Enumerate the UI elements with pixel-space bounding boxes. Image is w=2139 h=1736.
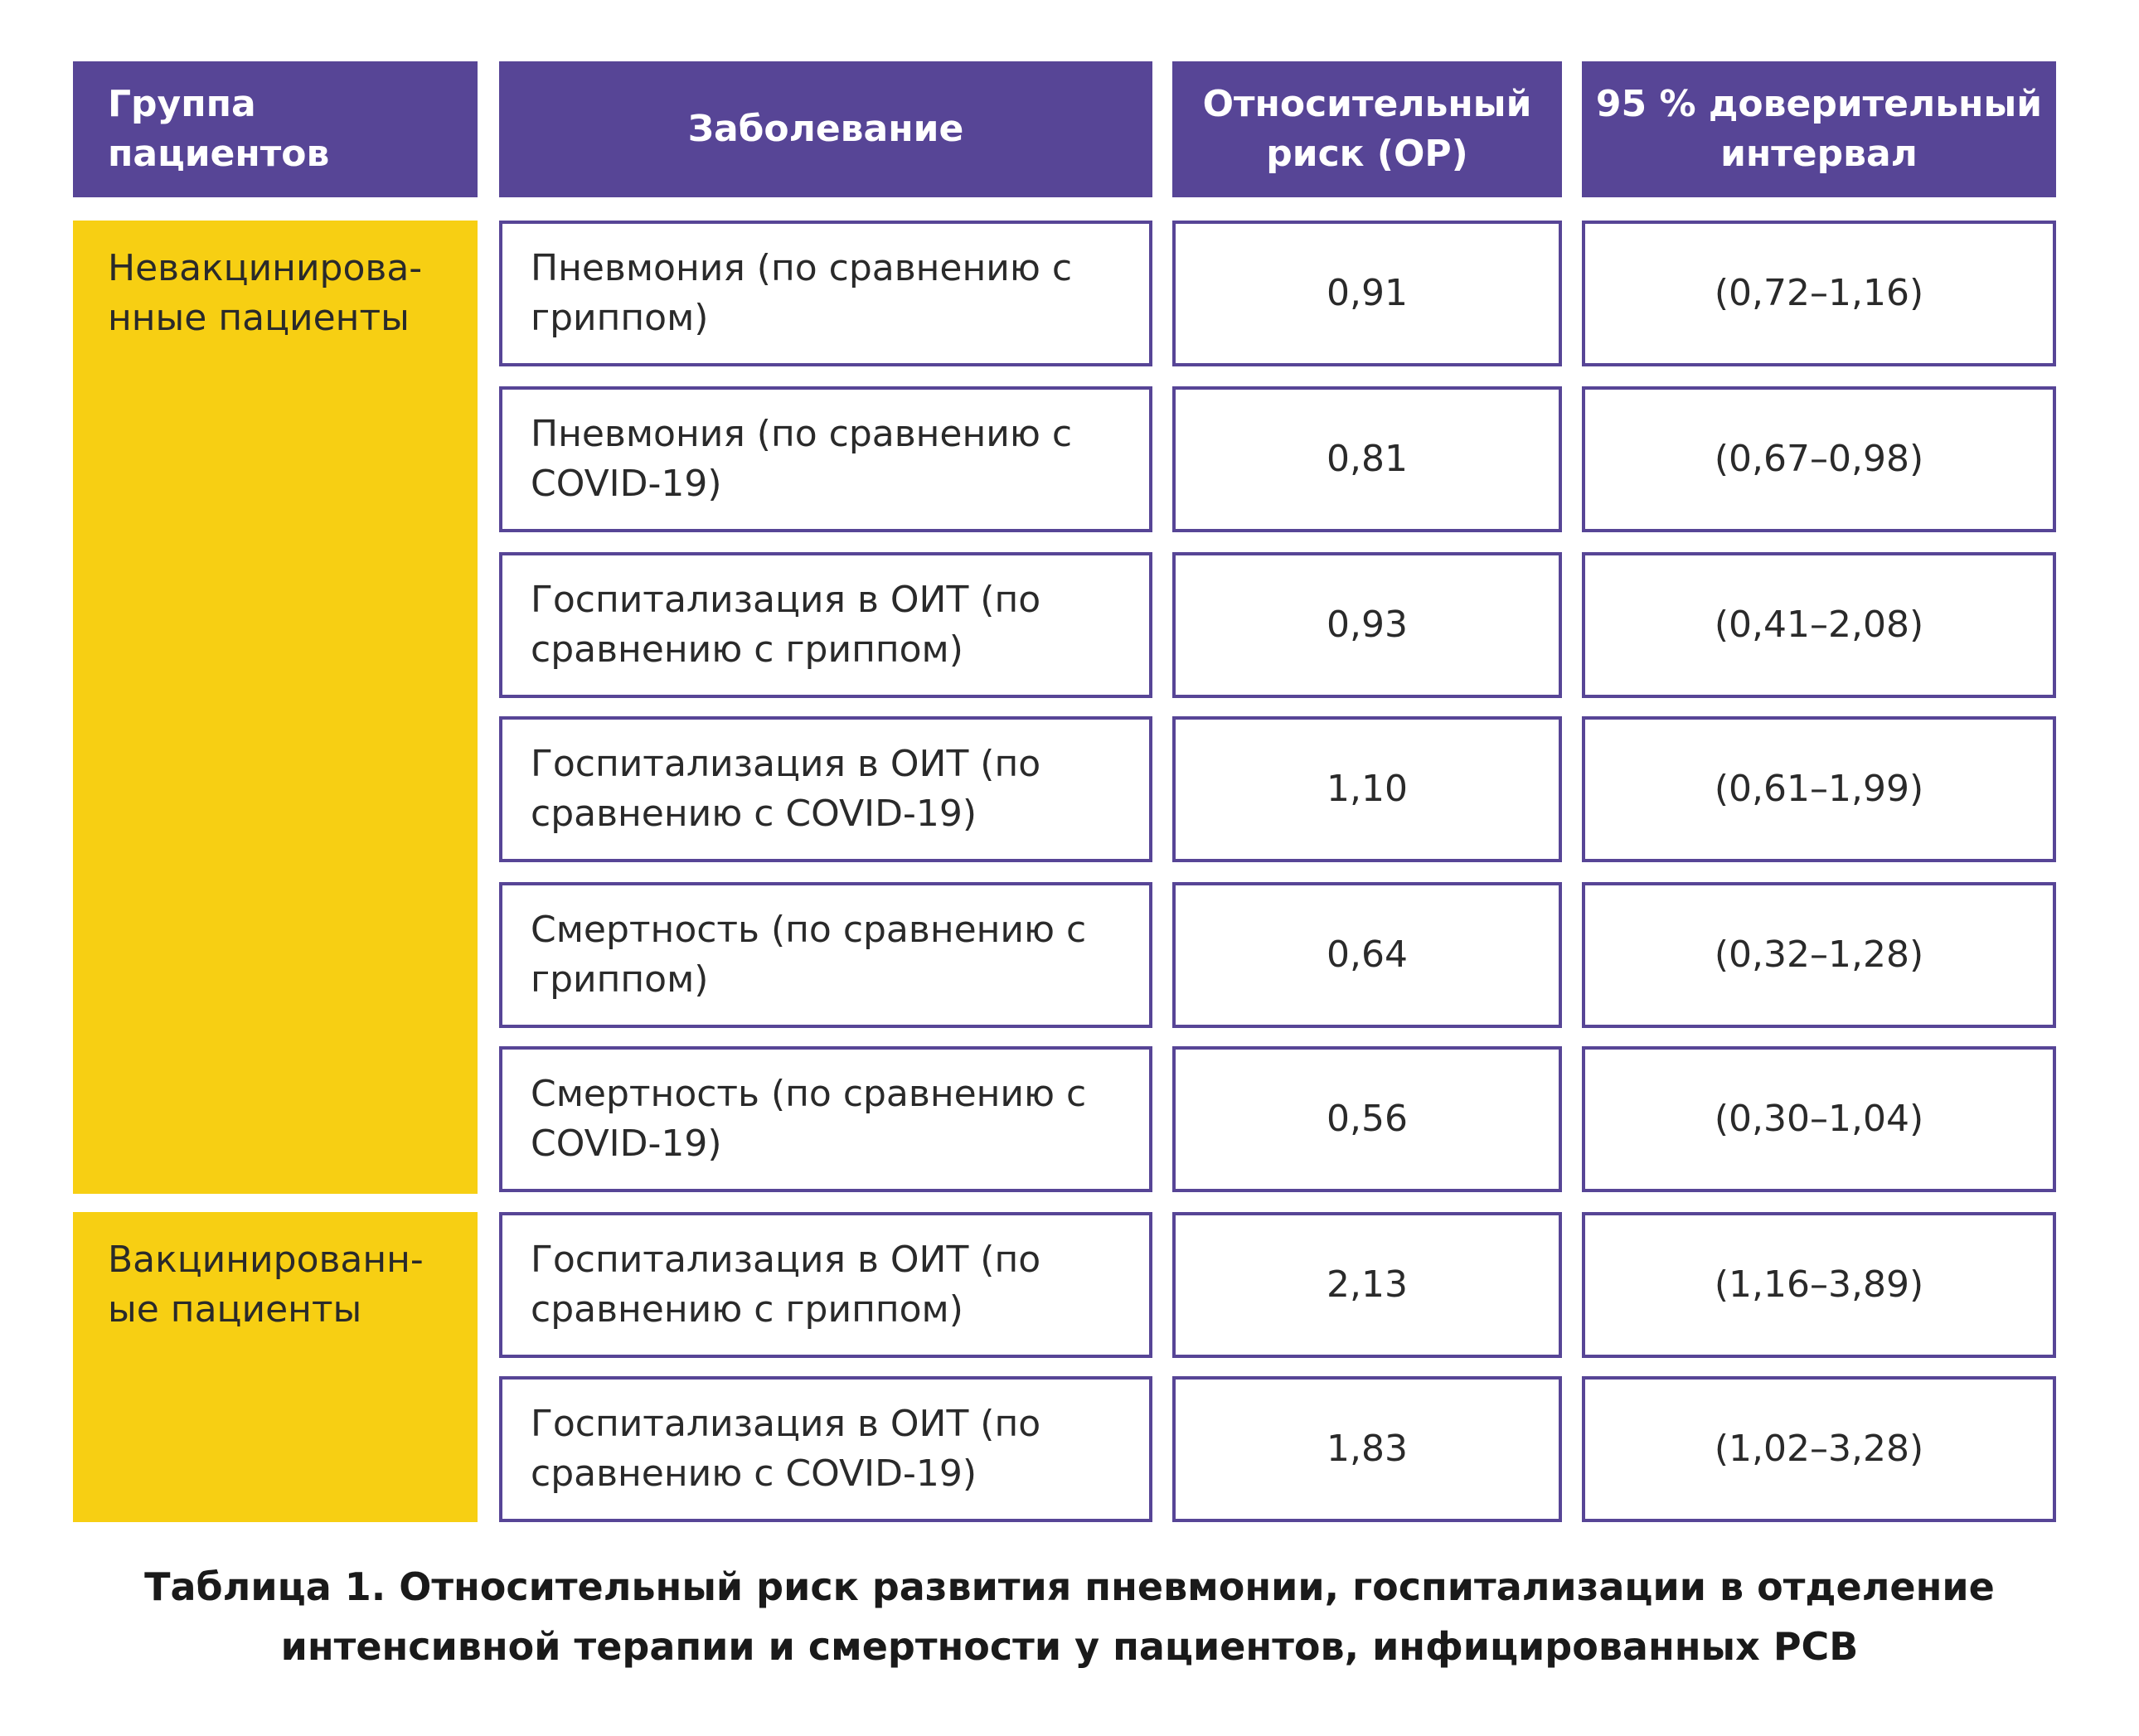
header-group: [73, 61, 478, 197]
relative-risk-cell-text: 1,10: [1327, 768, 1408, 810]
confidence-interval-cell: [1582, 1212, 2056, 1358]
confidence-interval-cell: [1582, 386, 2056, 532]
relative-risk-cell: [1172, 1376, 1562, 1522]
header-confidence-interval-label: 95 % доверительный интервал: [1595, 83, 2043, 175]
relative-risk-cell: [1172, 552, 1562, 698]
disease-cell: [499, 386, 1152, 532]
relative-risk-cell-text: 0,56: [1327, 1098, 1408, 1140]
header-relative-risk: [1172, 61, 1562, 197]
confidence-interval-cell-text: (1,16–3,89): [1714, 1263, 1924, 1306]
relative-risk-cell-text: 0,64: [1327, 933, 1408, 976]
confidence-interval-cell-text: (0,61–1,99): [1714, 768, 1924, 810]
disease-cell: [499, 882, 1152, 1028]
confidence-interval-cell-text: (0,30–1,04): [1714, 1098, 1924, 1140]
relative-risk-cell: [1172, 221, 1562, 366]
confidence-interval-cell-text: (0,32–1,28): [1714, 933, 1924, 976]
relative-risk-cell-text: 2,13: [1327, 1263, 1408, 1306]
disease-cell-text: Госпитализация в ОИТ (по сравнению с гриппом): [531, 1239, 1041, 1331]
confidence-interval-cell: [1582, 716, 2056, 862]
disease-cell-text: Госпитализация в ОИТ (по сравнению с гриппом): [531, 579, 1041, 671]
disease-cell: [499, 552, 1152, 698]
header-group-label: Группа пациентов: [108, 83, 330, 175]
disease-cell: [499, 1046, 1152, 1192]
header-disease-label: Заболевание: [687, 108, 964, 150]
group-unvaccinated-label: Невакцинирова- нные пациенты: [108, 247, 423, 339]
disease-cell-text: Госпитализация в ОИТ (по сравнению с COVID-19): [531, 1403, 1041, 1495]
confidence-interval-cell-text: (0,72–1,16): [1714, 272, 1924, 314]
disease-cell: [499, 716, 1152, 862]
disease-cell-text: Пневмония (по сравнению с гриппом): [531, 247, 1073, 339]
relative-risk-cell-text: 0,91: [1327, 272, 1408, 314]
confidence-interval-cell-text: (0,67–0,98): [1714, 438, 1924, 480]
confidence-interval-cell: [1582, 1046, 2056, 1192]
relative-risk-cell-text: 0,93: [1327, 604, 1408, 646]
confidence-interval-cell: [1582, 221, 2056, 366]
confidence-interval-cell: [1582, 1376, 2056, 1522]
relative-risk-cell-text: 1,83: [1327, 1428, 1408, 1470]
confidence-interval-cell-text: (1,02–3,28): [1714, 1428, 1924, 1470]
group-unvaccinated: [73, 221, 478, 1194]
relative-risk-cell: [1172, 386, 1562, 532]
confidence-interval-cell-text: (0,41–2,08): [1714, 604, 1924, 646]
disease-cell-text: Смертность (по сравнению с COVID-19): [531, 1073, 1087, 1165]
disease-cell-text: Смертность (по сравнению с гриппом): [531, 909, 1087, 1001]
relative-risk-cell: [1172, 882, 1562, 1028]
relative-risk-cell: [1172, 1212, 1562, 1358]
header-confidence-interval: [1582, 61, 2056, 197]
group-vaccinated: [73, 1212, 478, 1522]
header-relative-risk-label: Относительный риск (ОР): [1202, 83, 1532, 175]
table-caption: Таблица 1. Относительный риск развития пневмонии, госпитализации в отделение интенсивной терапии и смертности у пациентов, инфицированных РСВ: [144, 1564, 1995, 1669]
disease-cell: [499, 1212, 1152, 1358]
disease-cell-text: Госпитализация в ОИТ (по сравнению с COVID-19): [531, 743, 1041, 835]
header-disease: [499, 61, 1152, 197]
confidence-interval-cell: [1582, 882, 2056, 1028]
relative-risk-cell-text: 0,81: [1327, 438, 1408, 480]
confidence-interval-cell: [1582, 552, 2056, 698]
group-vaccinated-label: Вакцинированн- ые пациенты: [108, 1239, 424, 1331]
disease-cell-text: Пневмония (по сравнению с COVID-19): [531, 413, 1073, 505]
disease-cell: [499, 221, 1152, 366]
relative-risk-cell: [1172, 1046, 1562, 1192]
disease-cell: [499, 1376, 1152, 1522]
relative-risk-cell: [1172, 716, 1562, 862]
